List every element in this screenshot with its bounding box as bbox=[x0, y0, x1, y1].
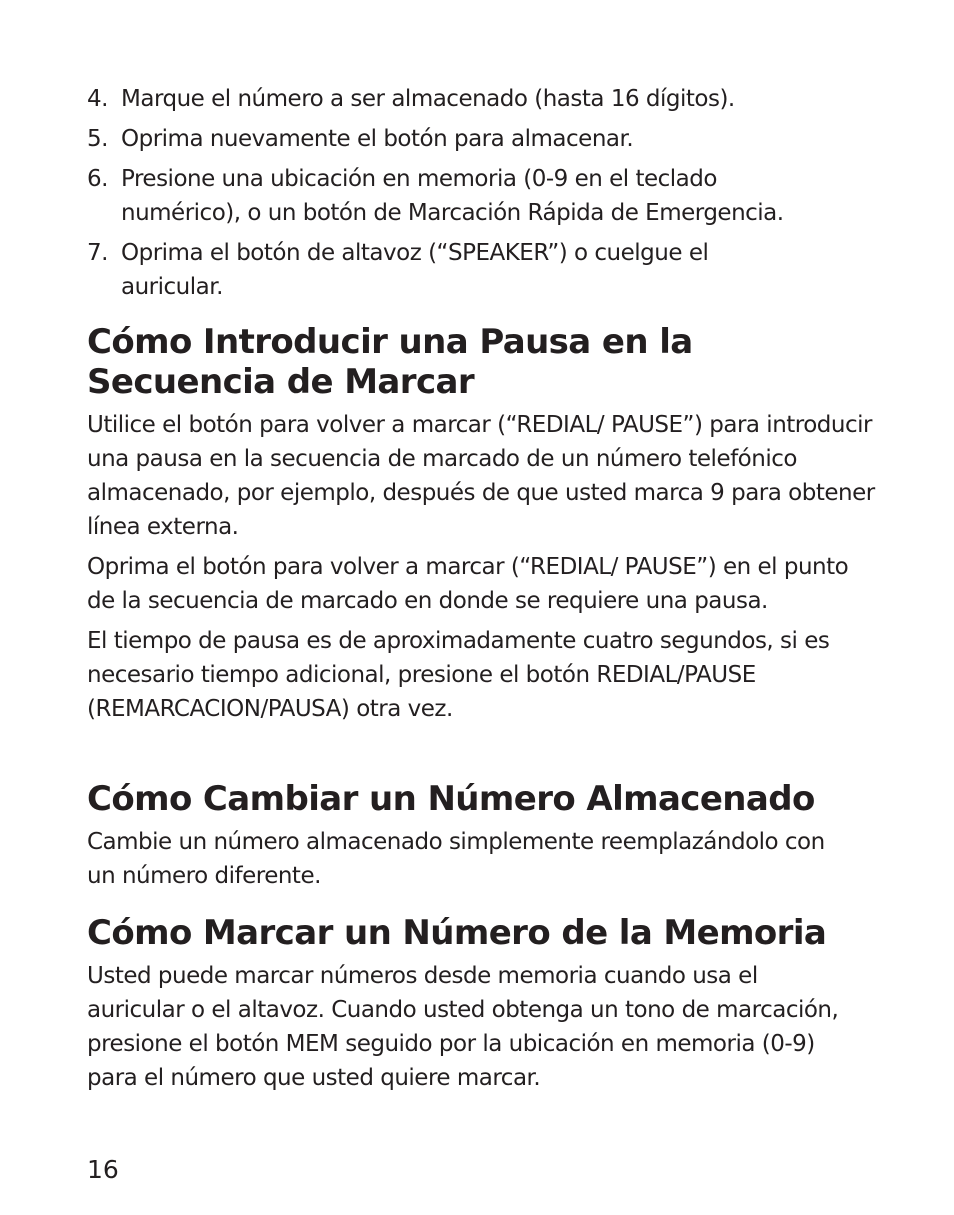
step-item bbox=[87, 122, 877, 156]
step-item bbox=[87, 236, 877, 304]
step-text: Oprima el botón de altavoz (“SPEAKER”) o cuelgue el auricular. bbox=[121, 240, 709, 300]
section-paragraph: El tiempo de pausa es de aproximadamente cuatro segundos, si es necesario tiempo adicional, presione el botón REDIAL/PAUSE (REMARCACION/PAUSA) otra vez. bbox=[87, 628, 830, 722]
section-heading: Cómo Marcar un Número de la Memoria bbox=[87, 913, 827, 953]
step-item bbox=[87, 82, 877, 116]
step-number: 5. bbox=[87, 126, 108, 152]
step-item bbox=[87, 162, 877, 230]
section-paragraph: Oprima el botón para volver a marcar (“REDIAL/ PAUSE”) en el punto de la secuencia de marcado en donde se requiere una pausa. bbox=[87, 554, 849, 614]
steps-list bbox=[87, 82, 877, 310]
section-heading: Cómo Cambiar un Número Almacenado bbox=[87, 779, 815, 819]
step-text: Marque el número a ser almacenado (hasta 16 dígitos). bbox=[121, 86, 735, 112]
step-number: 4. bbox=[87, 86, 108, 112]
section-paragraph: Utilice el botón para volver a marcar (“REDIAL/ PAUSE”) para introducir una pausa en la secuencia de marcado de un número telefónico almacenado, por ejemplo, después de que usted marca 9 para obtener línea externa. bbox=[87, 412, 875, 540]
section-pause bbox=[87, 322, 877, 732]
step-text: Oprima nuevamente el botón para almacenar. bbox=[121, 126, 634, 152]
step-text: Presione una ubicación en memoria (0-9 en el teclado numérico), o un botón de Marcación Rápida de Emergencia. bbox=[121, 166, 784, 226]
section-heading: Cómo Introducir una Pausa en la Secuencia de Marcar bbox=[87, 322, 693, 402]
section-dial-memory bbox=[87, 913, 877, 1101]
section-change-number bbox=[87, 779, 877, 899]
step-number: 7. bbox=[87, 240, 108, 266]
page-number: 16 bbox=[87, 1155, 119, 1184]
step-number: 6. bbox=[87, 166, 108, 192]
section-paragraph: Cambie un número almacenado simplemente reemplazándolo con un número diferente. bbox=[87, 829, 825, 889]
section-paragraph: Usted puede marcar números desde memoria cuando usa el auricular o el altavoz. Cuando usted obtenga un tono de marcación, presione el botón MEM seguido por la ubicación en memoria (0-9) para el número que usted quiere marcar. bbox=[87, 963, 839, 1091]
